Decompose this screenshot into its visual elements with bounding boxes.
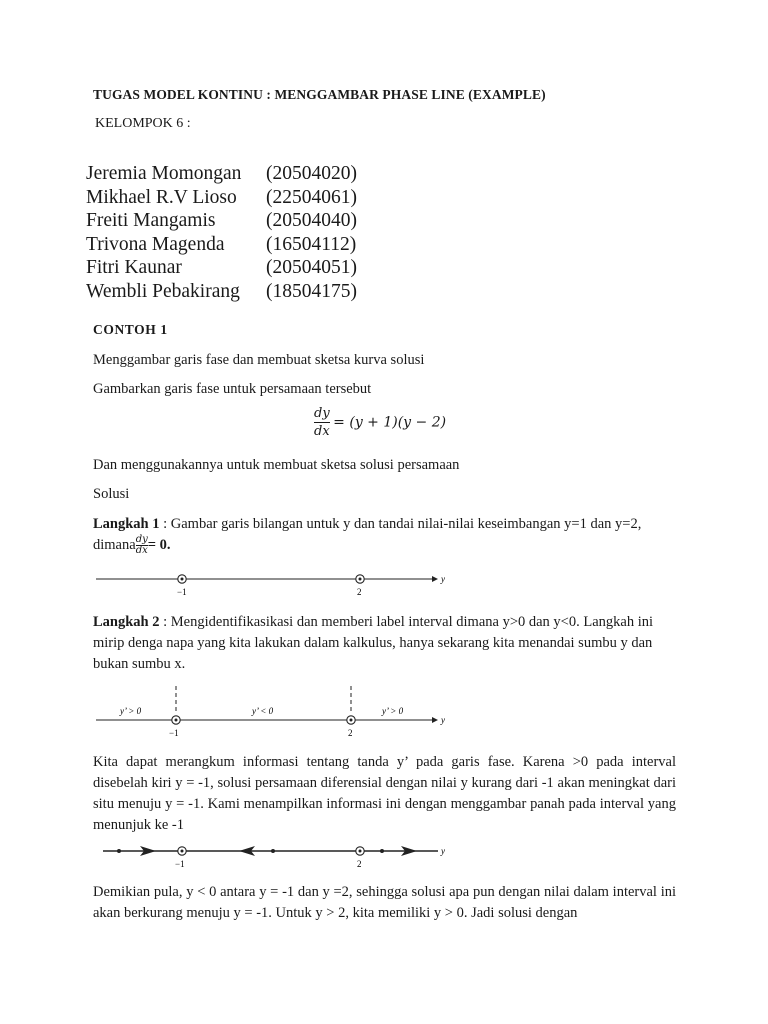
member-id: (18504175) xyxy=(266,280,357,302)
member-name: Trivona Magenda xyxy=(86,233,225,255)
paragraph: Dan menggunakannya untuk membuat sketsa solusi persamaan xyxy=(93,457,460,473)
member-name: Mikhael R.V Lioso xyxy=(86,186,237,208)
group-label: KELOMPOK 6 : xyxy=(95,116,191,131)
sign-label-middle: y’ < 0 xyxy=(252,706,274,716)
paragraph: Kita dapat merangkum informasi tentang tanda y’ pada garis fase. Karena >0 pada interval disebelah kiri y = -1, solusi persamaan diferensial dengan nilai y kurang dari -1 akan meningkat dari situ menuju y = -1. Kami menampilkan informasi ini dengan menggambar panah pada interval yang menunjuk ke -1 xyxy=(93,754,676,833)
equilibrium-dot-left xyxy=(181,850,184,853)
sign-label-right: y’ > 0 xyxy=(382,706,404,716)
phase-line-2 xyxy=(96,686,445,738)
member-id: (20504051) xyxy=(266,257,357,278)
step-2-text: : Mengidentifikasikasi dan memberi label interval dimana y>0 dan y<0. Langkah ini mirip denga napa yang kita lakukan dalam kalkulus, hanya sekarang kita menandai sumbu y dan bukan sumbu x. xyxy=(93,614,654,672)
equation-denominator: dx xyxy=(314,424,330,439)
member-name: Jeremia Momongan xyxy=(86,163,242,184)
tick-label-right: 2 xyxy=(357,587,362,597)
member-name: Wembli Pebakirang xyxy=(86,280,240,302)
step-1-text: : Gambar garis bilangan untuk y dan tandai nilai-nilai keseimbangan y=1 dan y=2, dimana xyxy=(93,516,642,553)
paragraph: Gambarkan garis fase untuk persamaan tersebut xyxy=(93,381,372,397)
sample-point-middle xyxy=(271,849,275,853)
tick-label-left: −1 xyxy=(177,587,187,597)
step-2-label: Langkah 2 xyxy=(93,614,160,630)
tick-label-left: −1 xyxy=(169,728,179,738)
sample-point-right xyxy=(380,849,384,853)
step-1-tail: = 0. xyxy=(147,537,171,553)
member-id: (22504061) xyxy=(266,186,357,208)
equation-rhs: = (y + 1)(y − 2) xyxy=(333,414,447,431)
phase-line-3 xyxy=(103,846,445,869)
member-id: (16504112) xyxy=(266,233,357,255)
equilibrium-dot-right xyxy=(350,719,353,722)
member-id: (20504040) xyxy=(266,210,357,231)
equilibrium-dot-right xyxy=(359,578,362,581)
equation-numerator: dy xyxy=(314,406,330,421)
member-id: (20504020) xyxy=(266,163,357,184)
step-2 xyxy=(93,612,676,675)
sign-label-left: y’ > 0 xyxy=(120,706,142,716)
axis-arrowhead xyxy=(432,717,438,723)
section-title: CONTOH 1 xyxy=(93,322,168,337)
equilibrium-dot-left xyxy=(181,578,184,581)
axis-label: y xyxy=(441,574,445,584)
paragraph: Demikian pula, y < 0 antara y = -1 dan y =2, sehingga solusi apa pun dengan nilai dalam interval ini akan berkurang menuju y = -1. Untuk y > 2, kita memiliki y > 0. Jadi solusi dengan xyxy=(93,884,676,921)
equilibrium-dot-left xyxy=(175,719,178,722)
fraction-denominator: dx xyxy=(135,545,148,557)
equilibrium-dot-right xyxy=(359,850,362,853)
axis-arrowhead xyxy=(432,576,438,582)
axis-label: y xyxy=(441,846,445,856)
tick-label-left: −1 xyxy=(175,859,185,869)
phase-line-1 xyxy=(96,574,445,597)
step-1-label: Langkah 1 xyxy=(93,516,160,532)
tick-label-right: 2 xyxy=(348,728,353,738)
member-name: Freiti Mangamis xyxy=(86,210,216,231)
sample-point-left xyxy=(117,849,121,853)
tick-label-right: 2 xyxy=(357,859,362,869)
fraction-numerator: dy xyxy=(135,534,148,546)
paragraph: Menggambar garis fase dan membuat sketsa kurva solusi xyxy=(93,352,425,368)
axis-label: y xyxy=(441,715,445,725)
document-title: TUGAS MODEL KONTINU : MENGGAMBAR PHASE LINE (EXAMPLE) xyxy=(93,87,546,102)
member-name: Fitri Kaunar xyxy=(86,257,182,278)
solution-label: Solusi xyxy=(93,486,130,502)
